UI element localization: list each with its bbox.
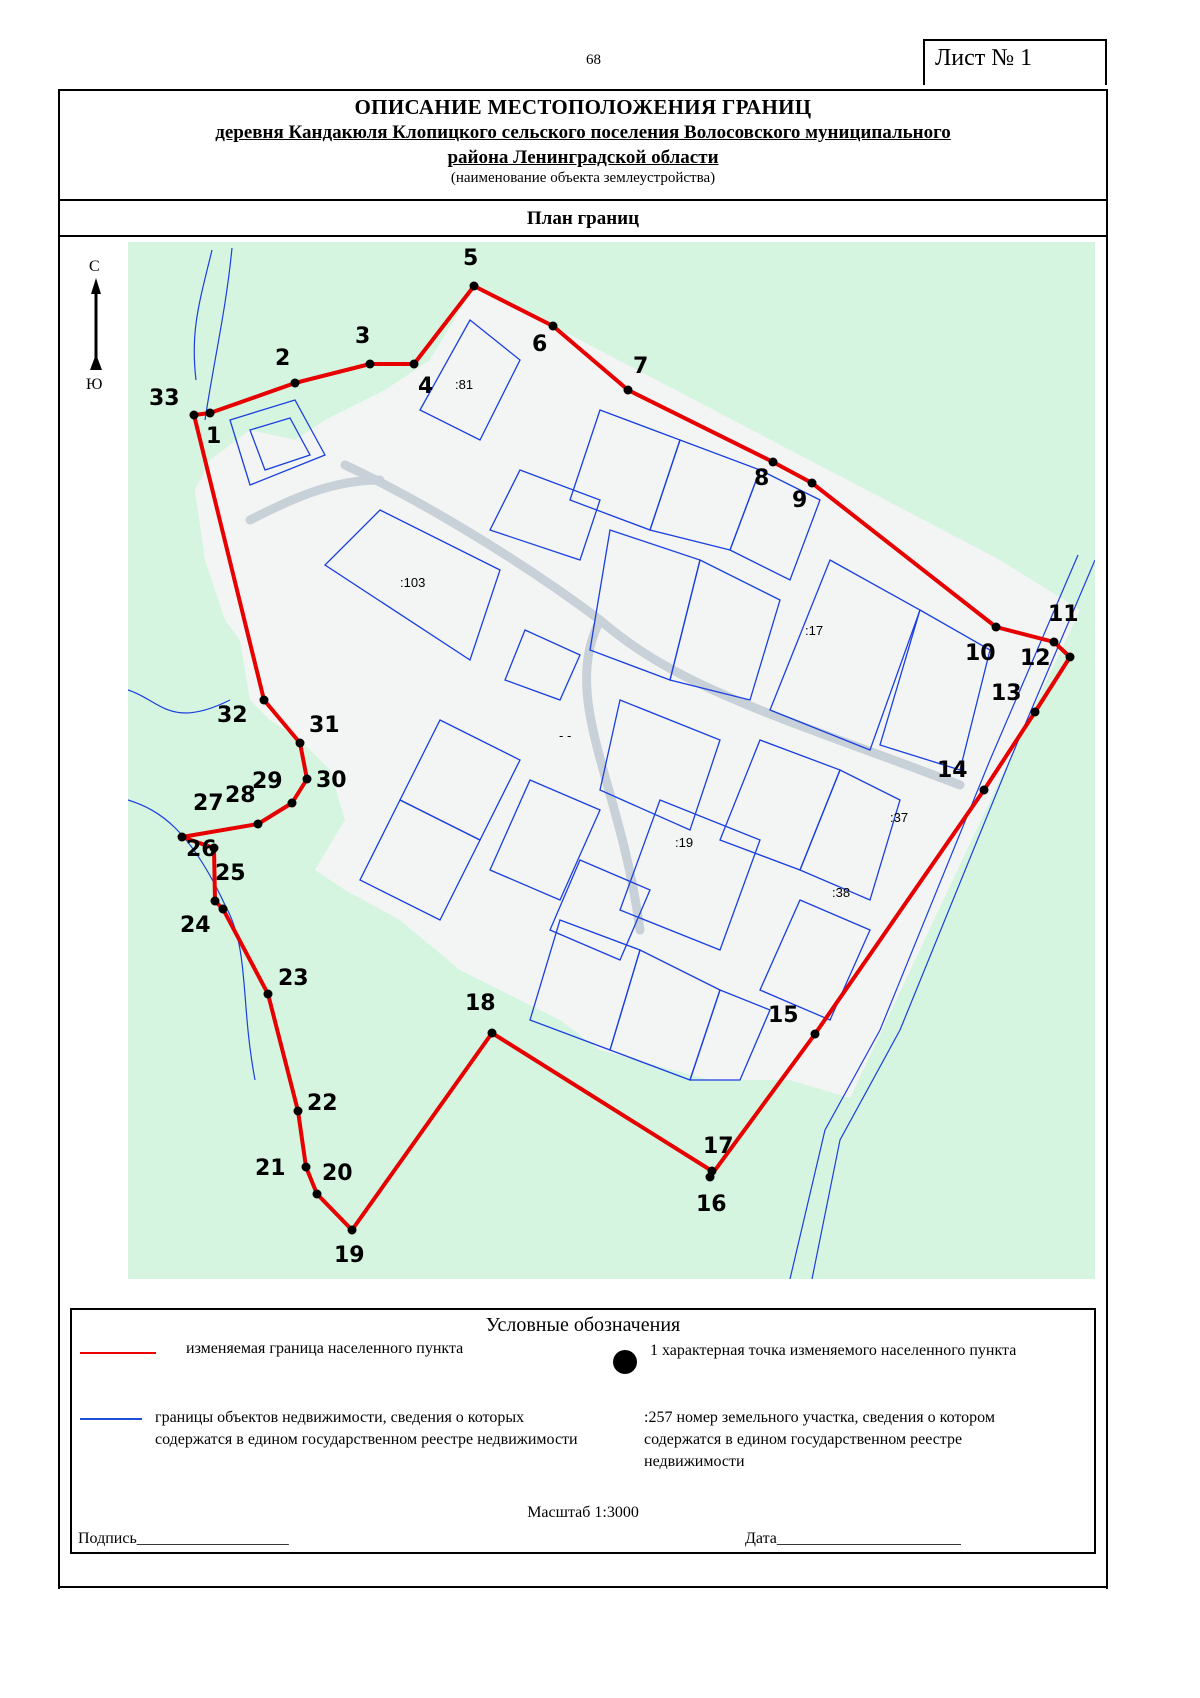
- header-block: [58, 89, 1108, 199]
- legend-parcel-number-text: :257 номер земельного участка, сведения о котором содержатся в едином государственном реестре недвижимости: [644, 1409, 995, 1470]
- page-number: 68: [586, 52, 601, 68]
- boundary-point-label-23: 23: [278, 966, 309, 991]
- boundary-point-label-28: 28: [225, 783, 256, 808]
- boundary-point-label-18: 18: [465, 991, 496, 1016]
- boundary-point-24: [219, 905, 228, 914]
- boundary-point-label-32: 32: [217, 703, 248, 728]
- boundary-point-25: [211, 897, 220, 906]
- parcel-mark: - -: [559, 728, 572, 743]
- boundary-point-label-19: 19: [334, 1243, 365, 1268]
- compass-north-label: С: [89, 258, 100, 275]
- boundary-point-label-21: 21: [255, 1156, 286, 1181]
- boundary-point-label-3: 3: [355, 324, 371, 349]
- boundary-point-label-31: 31: [309, 713, 340, 738]
- boundary-point-31: [296, 739, 305, 748]
- boundary-point-32: [260, 696, 269, 705]
- boundary-point-label-5: 5: [463, 246, 479, 271]
- boundary-point-10: [992, 623, 1001, 632]
- boundary-point-29: [288, 799, 297, 808]
- plan-title: План границ: [58, 199, 1108, 237]
- boundary-point-label-8: 8: [754, 466, 770, 491]
- boundary-point-label-10: 10: [965, 641, 996, 666]
- boundary-point-label-27: 27: [193, 791, 224, 816]
- boundary-point-7: [624, 386, 633, 395]
- boundary-point-23: [264, 990, 273, 999]
- boundary-point-label-25: 25: [215, 861, 246, 886]
- boundary-point-28: [254, 820, 263, 829]
- boundary-point-label-11: 11: [1048, 602, 1079, 627]
- object-name-line-2: района Ленинградской области: [447, 147, 719, 168]
- legend-point-swatch: [613, 1350, 637, 1374]
- boundary-point-label-12: 12: [1020, 646, 1051, 671]
- parcel-label: :37: [890, 810, 909, 825]
- boundary-point-21: [302, 1163, 311, 1172]
- boundary-point-20: [313, 1190, 322, 1199]
- parcel-label: :103: [400, 575, 426, 590]
- boundary-point-label-30: 30: [316, 768, 347, 793]
- sheet-label: Лист № 1: [923, 39, 1107, 85]
- boundary-point-label-17: 17: [703, 1134, 734, 1159]
- boundary-point-3: [366, 360, 375, 369]
- legend-blue-line-text: границы объектов недвижимости, сведения о которых содержатся в едином государственном реестре недвижимости: [155, 1409, 578, 1448]
- legend-point-text: 1 характерная точка изменяемого населенного пункта: [650, 1342, 1017, 1359]
- boundary-point-18: [488, 1029, 497, 1038]
- boundary-point-1: [206, 409, 215, 418]
- map-scale: Масштаб 1:3000: [527, 1504, 639, 1521]
- boundary-point-label-20: 20: [322, 1161, 353, 1186]
- boundary-point-9: [808, 479, 817, 488]
- parcel-label: :19: [675, 835, 694, 850]
- boundary-point-5: [470, 282, 479, 291]
- boundary-point-label-6: 6: [532, 332, 548, 357]
- boundary-point-2: [291, 379, 300, 388]
- boundary-point-label-13: 13: [991, 681, 1022, 706]
- boundary-point-label-4: 4: [418, 374, 434, 399]
- parcel-label: :17: [805, 623, 824, 638]
- boundary-point-30: [303, 775, 312, 784]
- boundary-point-label-15: 15: [768, 1003, 799, 1028]
- boundary-point-8: [769, 458, 778, 467]
- boundary-point-17: [708, 1167, 717, 1176]
- boundary-point-19: [348, 1226, 357, 1235]
- boundary-point-12: [1066, 653, 1075, 662]
- boundary-point-13: [1031, 708, 1040, 717]
- object-caption: (наименование объекта землеустройства): [450, 170, 716, 186]
- boundary-point-label-14: 14: [937, 758, 968, 783]
- boundary-point-label-29: 29: [252, 769, 283, 794]
- frame-bottom-line: [58, 1586, 1108, 1588]
- legend-red-line-text: изменяемая граница населенного пункта: [186, 1340, 464, 1357]
- boundary-point-label-9: 9: [792, 488, 808, 513]
- boundary-point-label-33: 33: [149, 386, 180, 411]
- signature-field: Подпись___________________: [78, 1530, 289, 1547]
- boundary-map: [128, 242, 1095, 1279]
- object-name-line-1: деревня Кандакюля Клопицкого сельского поселения Волосовского муниципального: [215, 122, 951, 143]
- boundary-point-label-22: 22: [307, 1091, 338, 1116]
- boundary-point-label-7: 7: [633, 354, 649, 379]
- boundary-point-15: [811, 1030, 820, 1039]
- boundary-point-14: [980, 786, 989, 795]
- boundary-point-11: [1050, 638, 1059, 647]
- boundary-point-label-1: 1: [206, 424, 222, 449]
- boundary-point-22: [294, 1107, 303, 1116]
- boundary-point-label-26: 26: [186, 837, 217, 862]
- north-arrow: [84, 258, 108, 398]
- boundary-point-label-24: 24: [180, 913, 211, 938]
- date-field: Дата_______________________: [745, 1530, 961, 1547]
- legend-title: Условные обозначения: [485, 1314, 681, 1336]
- boundary-point-6: [549, 322, 558, 331]
- parcel-label: :81: [455, 377, 474, 392]
- legend-red-line-swatch: [80, 1352, 156, 1354]
- document-title: ОПИСАНИЕ МЕСТОПОЛОЖЕНИЯ ГРАНИЦ: [354, 95, 812, 119]
- parcel-label: :38: [832, 885, 851, 900]
- boundary-point-label-2: 2: [275, 346, 291, 371]
- legend-blue-line-swatch: [80, 1418, 142, 1420]
- compass-south-label: Ю: [86, 376, 103, 393]
- boundary-point-33: [190, 411, 199, 420]
- legend-box: [70, 1308, 1096, 1554]
- boundary-point-4: [410, 360, 419, 369]
- boundary-point-label-16: 16: [696, 1192, 727, 1217]
